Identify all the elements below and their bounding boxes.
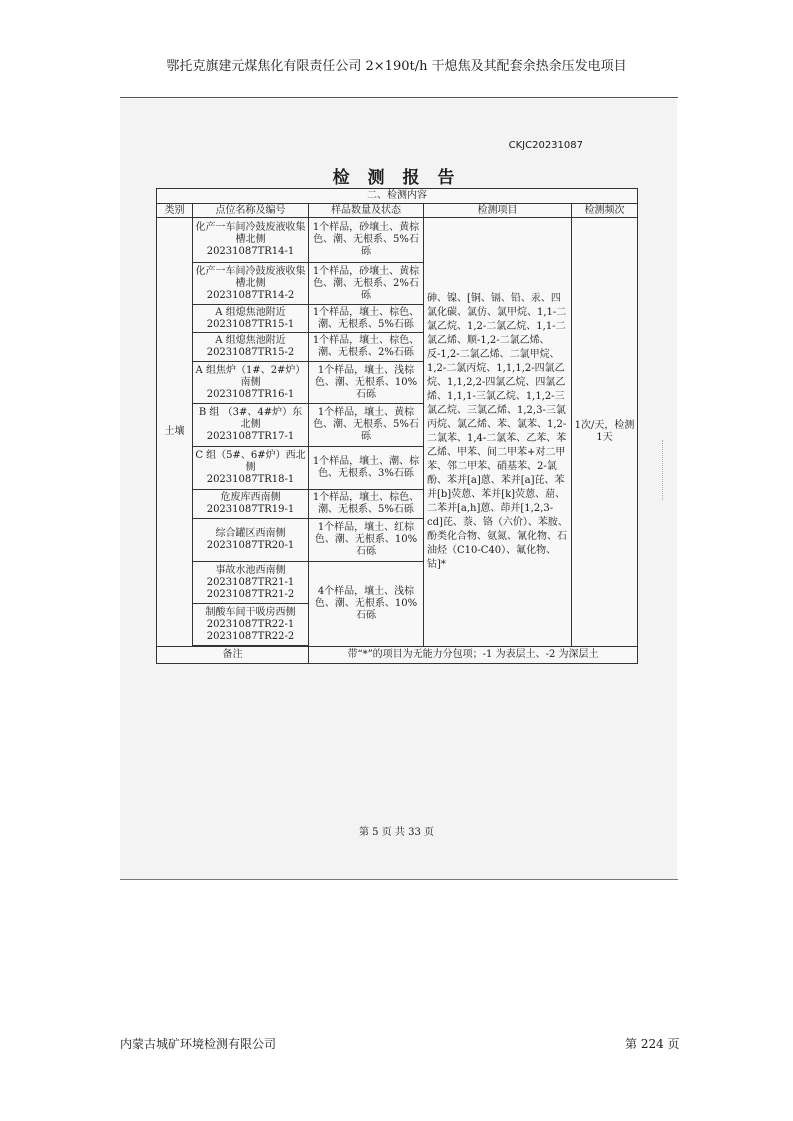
column-header-frequency: 检测频次 (572, 204, 638, 218)
scan-artifact (662, 440, 665, 500)
column-header-category: 类别 (157, 204, 193, 218)
site-cell: C 组（5#、6#炉）西北侧 20231087TR18-1 (193, 447, 309, 490)
inner-page-number: 第 5 页 共 33 页 (359, 827, 434, 838)
status-cell: 1个样品，壤土、棕色、潮、无根系、5%石砾 (309, 490, 424, 519)
section-title: 二、检测内容 (157, 189, 638, 204)
site-cell: 化产一车间冷鼓废液收集槽北侧 20231087TR14-2 (193, 263, 309, 305)
status-cell: 4个样品，壤土、浅棕色、潮、无根系、10%石砾 (309, 562, 424, 647)
status-cell: 1个样品，砂壤土、黄棕色、潮、无根系、5%石砾 (309, 218, 424, 263)
footer-company: 内蒙古城矿环境检测有限公司 (120, 1037, 277, 1051)
status-cell: 1个样品，壤土、棕色、潮、无根系、5%石砾 (309, 305, 424, 333)
status-cell: 1个样品，壤土、黄棕色、潮、无根系、5%石砾 (309, 404, 424, 447)
status-cell: 1个样品，壤土、棕色、潮、无根系、2%石砾 (309, 333, 424, 362)
status-cell: 1个样品，壤土、潮、棕色、无根系、3%石砾 (309, 447, 424, 490)
site-cell: 化产一车间冷鼓废液收集槽北侧 20231087TR14-1 (193, 218, 309, 263)
site-cell: B 组 （3#、4#炉）东北侧 20231087TR17-1 (193, 404, 309, 447)
site-cell: A 组焦炉（1#、2#炉）南侧 20231087TR16-1 (193, 362, 309, 404)
status-cell: 1个样品，砂壤土、黄棕色、潮、无根系、2%石砾 (309, 263, 424, 305)
status-cell: 1个样品，壤土、红棕色、潮、无根系、10%石砾 (309, 519, 424, 562)
site-cell: 危废库西南侧 20231087TR19-1 (193, 490, 309, 519)
column-header-test-items: 检测项目 (424, 204, 572, 218)
column-header-sample-status: 样品数量及状态 (309, 204, 424, 218)
site-cell: 事故水池西南侧 20231087TR21-1 20231087TR21-2 (193, 562, 309, 604)
report-title: 检 测 报 告 (332, 168, 461, 188)
remark-row (157, 647, 638, 664)
inspection-content-table (156, 188, 638, 664)
column-header-site: 点位名称及编号 (193, 204, 309, 218)
status-cell: 1个样品，壤土、浅棕色、潮、无根系、10%石砾 (309, 362, 424, 404)
site-cell: A 组熄焦池附近 20231087TR15-1 (193, 305, 309, 333)
document-header: 鄂托克旗建元煤焦化有限责任公司 2×190t/h 干熄焦及其配套余热余压发电项目 (166, 59, 627, 74)
category-cell: 土壤 (157, 218, 193, 647)
site-cell: 制酸车间干吸房西侧 20231087TR22-1 20231087TR22-2 (193, 604, 309, 646)
remark-text: 带“*”的项目为无能力分包项；-1 为表层土、-2 为深层土 (309, 647, 638, 664)
frequency-cell: 1次/天，检测1天 (572, 218, 638, 647)
test-items-cell: 砷、镍、[铜、镉、铅、汞、四氯化碳、氯仿、氯甲烷、1,1-二氯乙烷、1,2-二氯乙烷、1,1-二氯乙烯、顺-1,2-二氯乙烯、反-1,2-二氯乙烯、二氯甲烷、1,2-二氯丙烷、1,1,1,2-四氯乙烷、1,1,2,2-四氯乙烷、四氯乙烯、1,1,1-三氯乙烷、1,1,2-三氯乙烷、三氯乙烯、1,2,3-三氯丙烷、氯乙烯、苯、氯苯、1,2-二氯苯、1,4-二氯苯、乙苯、苯乙烯、甲苯、间二甲苯+对二甲苯、邻二甲苯、硝基苯、2-氯酚、苯并[a]蒽、苯并[a]芘、苯并[b]荧蒽、苯并[k]荧蒽、䓛、二苯并[a,h]蒽、茚并[1,2,3-cd]芘、萘、铬（六价）、苯胺、酚类化合物、氨氮、氰化物、石油烃（C10-C40）、氟化物、钴]* (424, 218, 572, 647)
site-cell: 综合罐区西南侧 20231087TR20-1 (193, 519, 309, 562)
report-code: CKJC20231087 (508, 140, 583, 151)
scan-bottom-divider (120, 879, 678, 880)
remark-label: 备注 (157, 647, 309, 664)
header-divider (120, 97, 678, 98)
site-cell: A 组熄焦池附近 20231087TR15-2 (193, 333, 309, 362)
footer-page-number: 第 224 页 (625, 1037, 680, 1051)
table-row (157, 218, 638, 263)
